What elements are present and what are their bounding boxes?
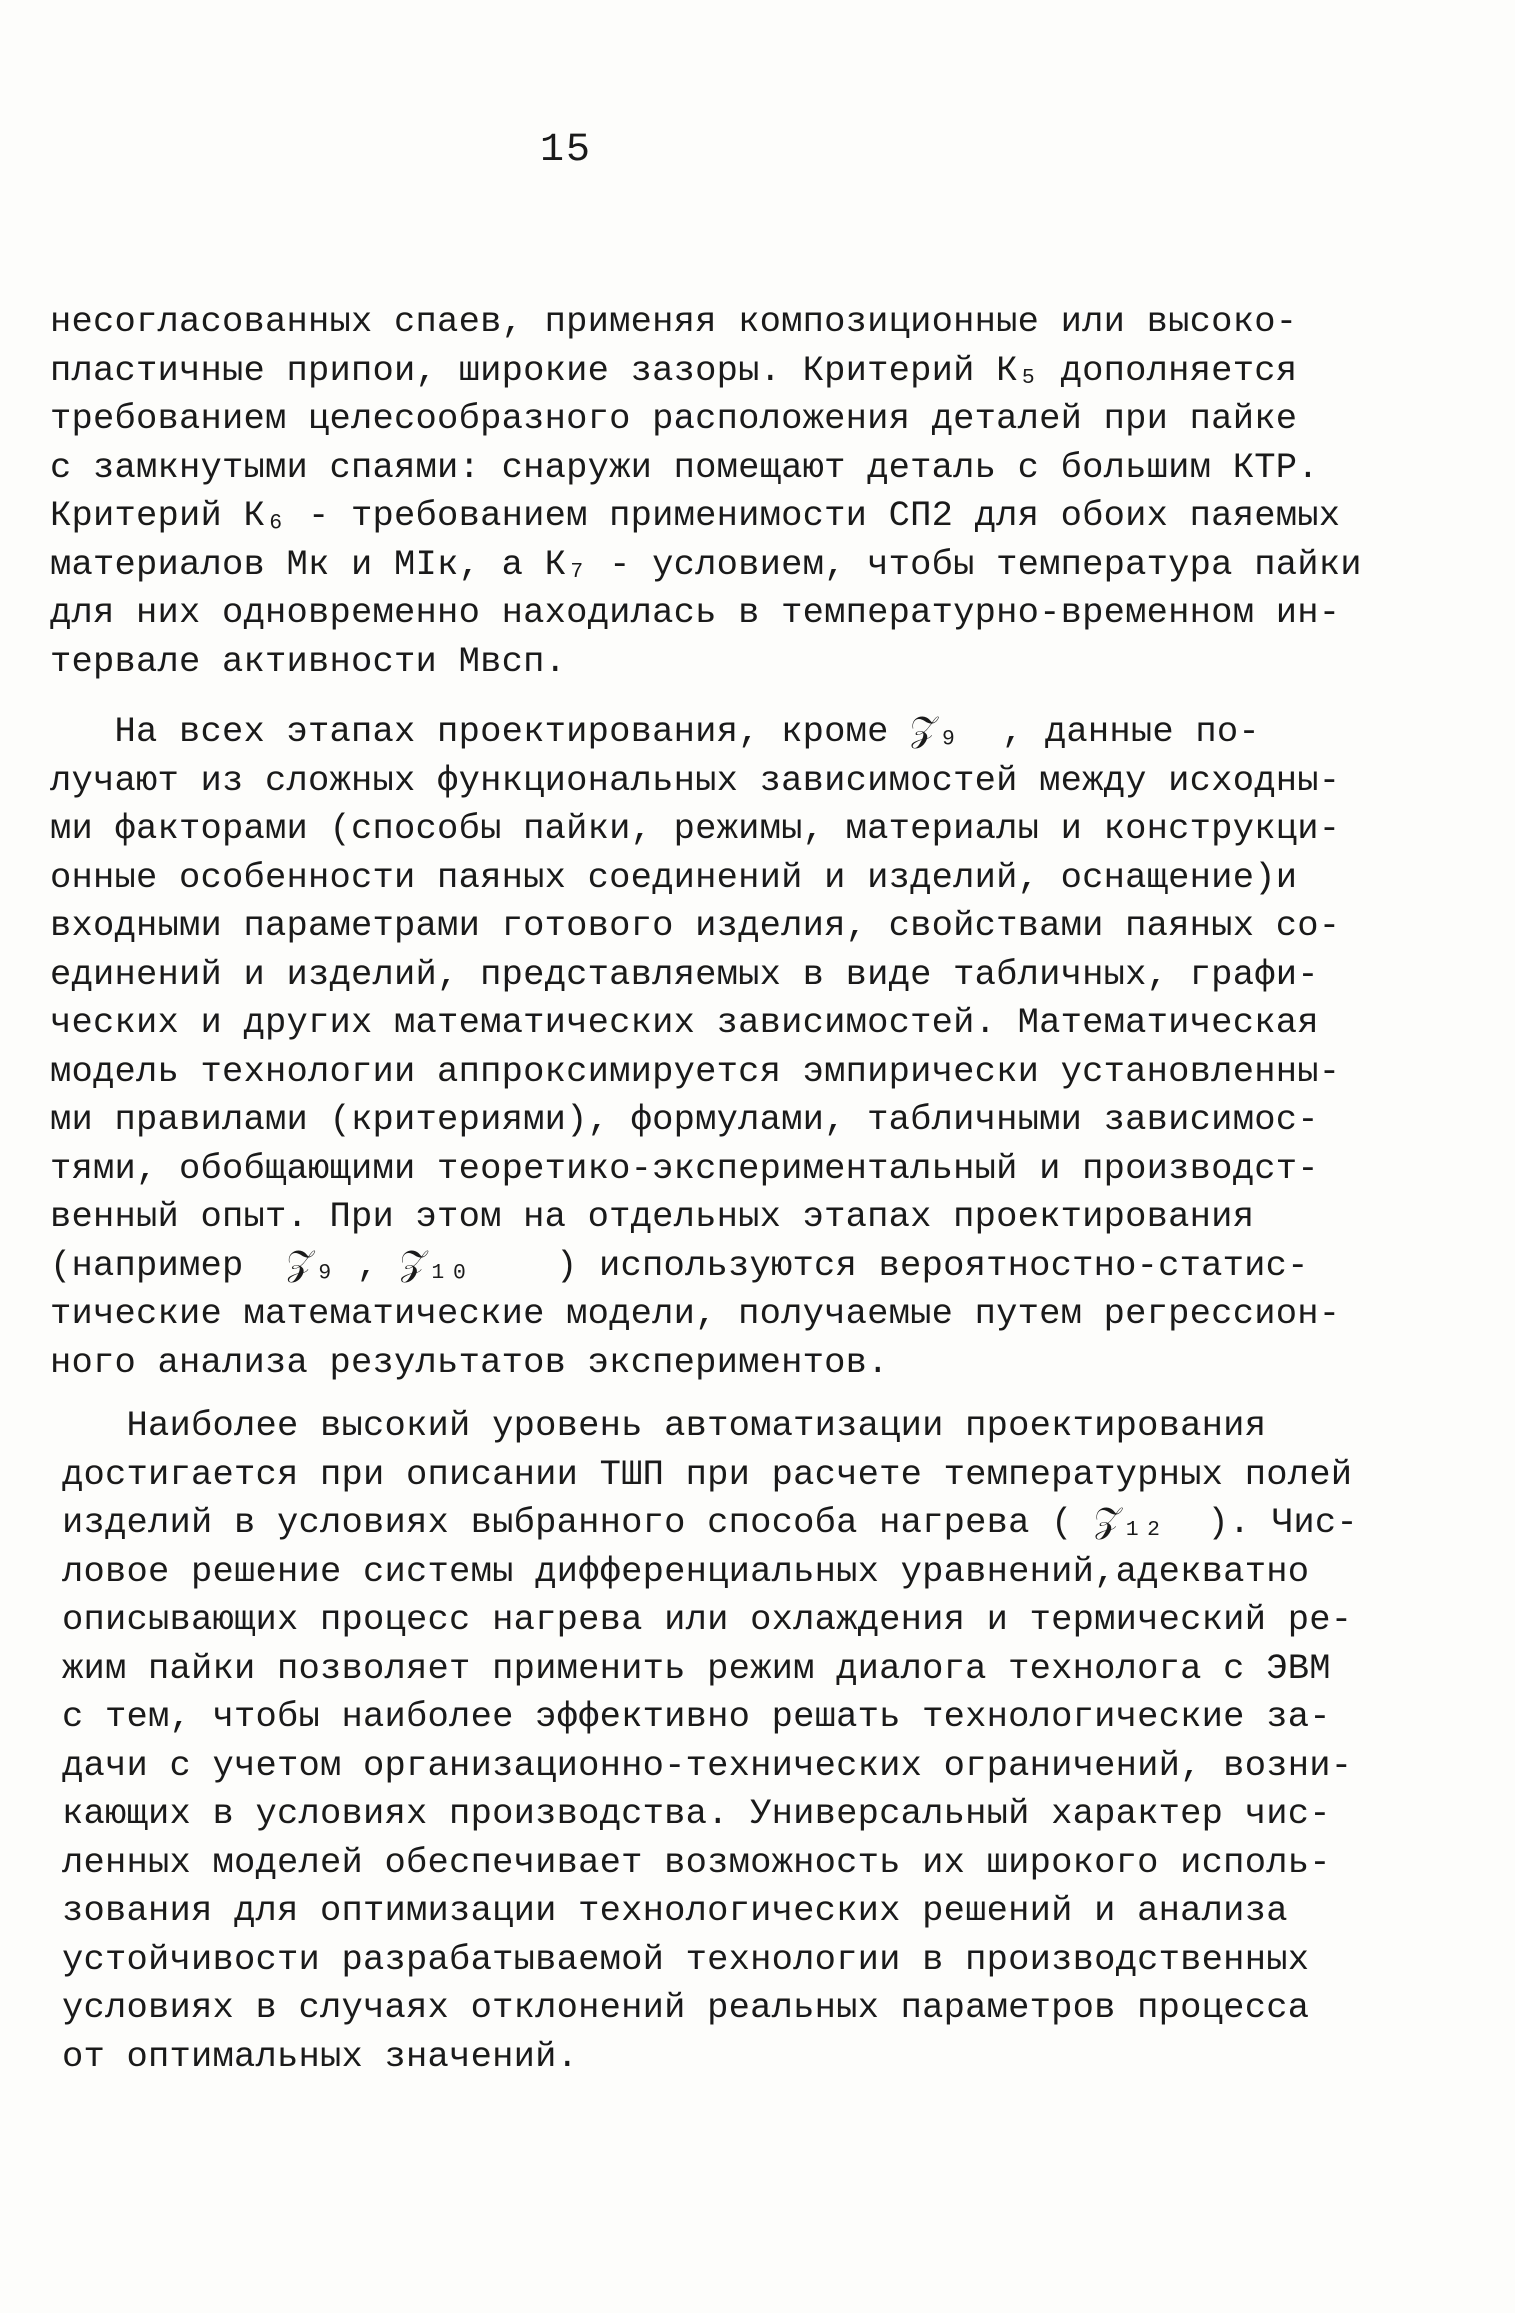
text-line: несогласованных спаев, применяя композиционные или высоко- bbox=[50, 301, 1298, 342]
text-line: от оптимальных значений. bbox=[62, 2035, 579, 2077]
text-line: описывающих процесс нагрева или охлаждения и термический ре- bbox=[62, 1599, 1353, 1640]
text-line: устойчивости разрабатываемой технологии в производственных bbox=[62, 1938, 1310, 1980]
text-line: тями, обобщающими теоретико-экспериментальный и производст- bbox=[50, 1147, 1319, 1189]
paragraph-2 bbox=[50, 708, 1340, 1387]
paragraph-3 bbox=[62, 1402, 1358, 2081]
text-line: ми правилами (критериями), формулами, табличными зависимос- bbox=[50, 1099, 1319, 1140]
text-line: (например 𝒵₉ , 𝒵₁₀ ) используются вероятностно-статис- bbox=[50, 1244, 1309, 1286]
text-line: условиях в случаях отклонений реальных параметров процесса bbox=[62, 1987, 1310, 2028]
text-line: изделий в условиях выбранного способа нагрева ( 𝒵₁₂ ). Чис- bbox=[62, 1502, 1358, 1543]
text-line: входными параметрами готового изделия, свойствами паяных со- bbox=[50, 905, 1341, 946]
text-line: лучают из сложных функциональных зависимостей между исходны- bbox=[50, 759, 1341, 801]
text-line: кающих в условиях производства. Универсальный характер чис- bbox=[62, 1793, 1331, 1834]
text-line: зования для оптимизации технологических решений и анализа bbox=[62, 1890, 1288, 1931]
text-line: жим пайки позволяет применить режим диалога технолога с ЭВМ bbox=[62, 1647, 1331, 1689]
text-line: материалов Мк и МIк, а К₇ - условием, чтобы температура пайки bbox=[50, 543, 1362, 585]
text-line: ми факторами (способы пайки, режимы, материалы и конструкци- bbox=[50, 808, 1341, 849]
text-line: ловое решение системы дифференциальных уравнений,адекватно bbox=[62, 1550, 1310, 1592]
text-line: венный опыт. При этом на отдельных этапах проектирования bbox=[50, 1196, 1255, 1237]
text-line: ленных моделей обеспечивает возможность их широкого исполь- bbox=[62, 1841, 1331, 1883]
text-line: с тем, чтобы наиболее эффективно решать технологические за- bbox=[62, 1696, 1331, 1737]
text-line: тервале активности Мвсп. bbox=[50, 640, 567, 682]
paragraph-1 bbox=[50, 298, 1362, 686]
text-line: ческих и других математических зависимостей. Математическая bbox=[50, 1002, 1319, 1043]
text-line: тические математические модели, получаемые путем регрессион- bbox=[50, 1293, 1341, 1334]
text-line: для них одновременно находилась в температурно-временном ин- bbox=[50, 592, 1341, 633]
text-line: Наиболее высокий уровень автоматизации проектирования bbox=[62, 1405, 1267, 1446]
text-line: ного анализа результатов экспериментов. bbox=[50, 1341, 889, 1383]
text-line: достигается при описании ТШП при расчете температурных полей bbox=[62, 1453, 1353, 1495]
page-number: 15 bbox=[540, 128, 593, 173]
text-line: требованием целесообразного расположения деталей при пайке bbox=[50, 398, 1298, 439]
text-line: единений и изделий, представляемых в виде табличных, графи- bbox=[50, 953, 1319, 995]
text-line: дачи с учетом организационно-технических ограничений, возни- bbox=[62, 1744, 1353, 1786]
text-line: с замкнутыми спаями: снаружи помещают деталь с большим КТР. bbox=[50, 446, 1319, 488]
text-line: Критерий К₆ - требованием применимости СП2 для обоих паяемых bbox=[50, 495, 1341, 536]
text-line: пластичные припои, широкие зазоры. Критерий К₅ дополняется bbox=[50, 349, 1298, 391]
text-line: На всех этапах проектирования, кроме 𝒵₉ , данные по- bbox=[50, 711, 1260, 752]
text-line: модель технологии аппроксимируется эмпирически установленны- bbox=[50, 1050, 1341, 1092]
text-line: онные особенности паяных соединений и изделий, оснащение)и bbox=[50, 856, 1298, 898]
